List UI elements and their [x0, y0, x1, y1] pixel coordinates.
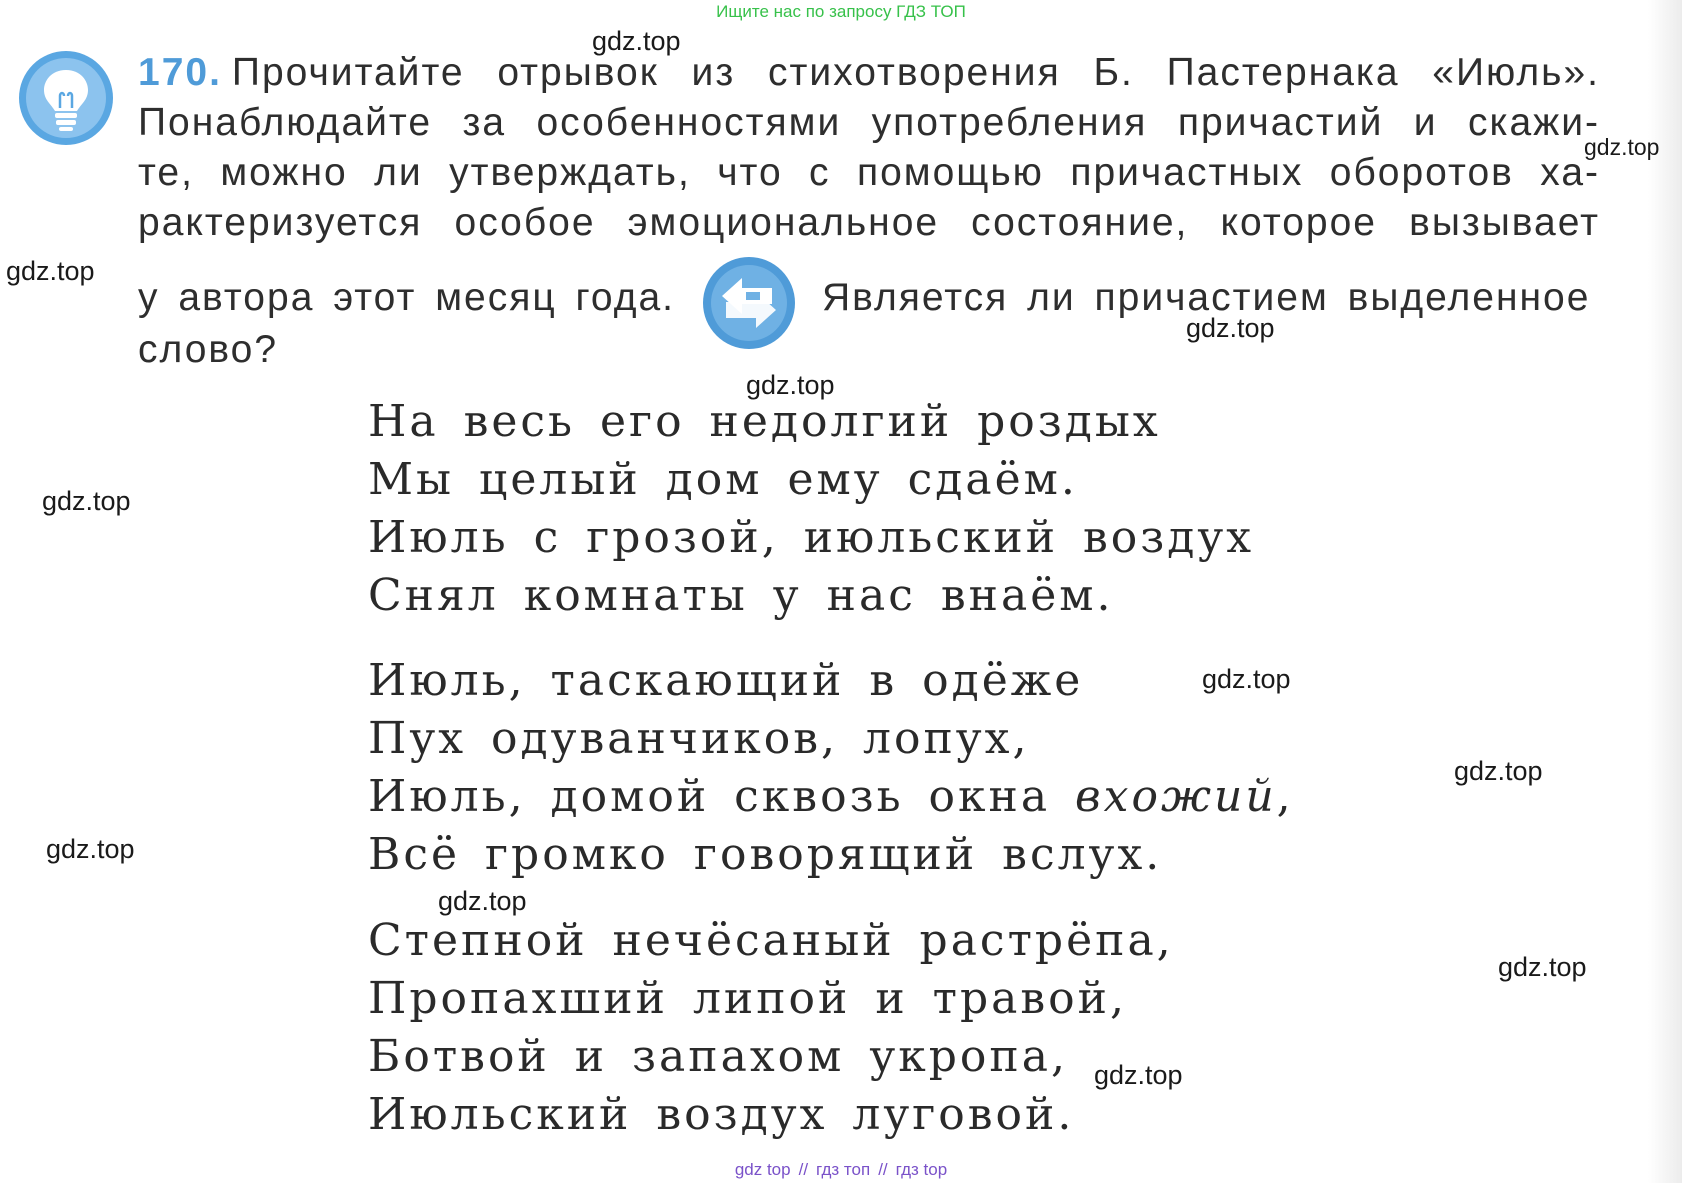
watermark: gdz.top [1094, 1060, 1183, 1090]
watermark: gdz.top [6, 256, 95, 286]
task-line-3: те, можно ли утверждать, что с помощью причастных оборотов ха- [138, 151, 1600, 194]
task-number: 170. [138, 51, 222, 94]
bottom-banner-link[interactable]: gdz top [734, 1160, 791, 1179]
watermark: gdz.top [1498, 952, 1587, 982]
verse-line: Всё громко говорящий вслух. [368, 829, 1163, 880]
watermark: gdz.top [1186, 313, 1275, 343]
verse-line: Ботвой и запахом укропа, [368, 1031, 1068, 1082]
verse-line: Июль с грозой, июльский воздух [368, 512, 1255, 563]
watermark: gdz.top [42, 486, 131, 516]
verse-line: На весь его недолгий роздых [368, 396, 1161, 447]
separator: // [798, 1160, 809, 1179]
lightbulb-icon [18, 50, 114, 146]
verse-line: Снял комнаты у нас внаём. [368, 570, 1114, 621]
task-line-5-start: у автора этот месяц года. [138, 276, 675, 319]
watermark: gdz.top [1454, 756, 1543, 786]
verse-line: Пух одуванчиков, лопух, [368, 713, 1030, 764]
task-line-5-end: Является ли причастием выделенное [822, 276, 1591, 319]
page-edge-shadow [1648, 0, 1682, 1183]
task-line-6: слово? [138, 328, 279, 371]
verse-line: Июльский воздух луговой. [368, 1089, 1075, 1140]
watermark: gdz.top [438, 886, 527, 916]
verse-line: Июль, домой сквозь окна вхожий, [368, 771, 1294, 822]
poem-stanza-1 [368, 393, 1254, 625]
watermark: gdz.top [1202, 664, 1291, 694]
watermark: gdz.top [592, 26, 681, 56]
verse-line: Мы целый дом ему сдаём. [368, 454, 1078, 505]
watermark: gdz.top [746, 370, 835, 400]
watermark: gdz.top [1584, 134, 1660, 160]
bottom-banner-link[interactable]: гдз top [895, 1160, 948, 1179]
verse-line: Июль, таскающий в одёже [368, 655, 1084, 706]
verse-line: Степной нечёсаный растрёпа, [368, 915, 1174, 966]
task-line-4: рактеризуется особое эмоциональное состояние, которое вызывает [138, 201, 1600, 244]
watermark: gdz.top [46, 834, 135, 864]
verse-line: Пропахший липой и травой, [368, 973, 1127, 1024]
separator: // [878, 1160, 888, 1179]
bottom-banner[interactable] [0, 1160, 1682, 1180]
poem-stanza-3 [368, 912, 1174, 1144]
highlighted-word: вхожий [1075, 771, 1277, 822]
poem-stanza-2 [368, 652, 1294, 884]
task-line-2: Понаблюдайте за особенностями употребления причастий и скажи- [138, 101, 1600, 144]
task-line-1: 170. Прочитайте отрывок из стихотворения Б. Пастернака «Июль». [138, 51, 1600, 94]
task-text [138, 48, 1600, 248]
refresh-arrows-icon [702, 256, 796, 350]
top-banner[interactable]: Ищите нас по запросу ГДЗ ТОП [716, 2, 966, 21]
bottom-banner-link[interactable]: гдз топ [816, 1160, 871, 1179]
